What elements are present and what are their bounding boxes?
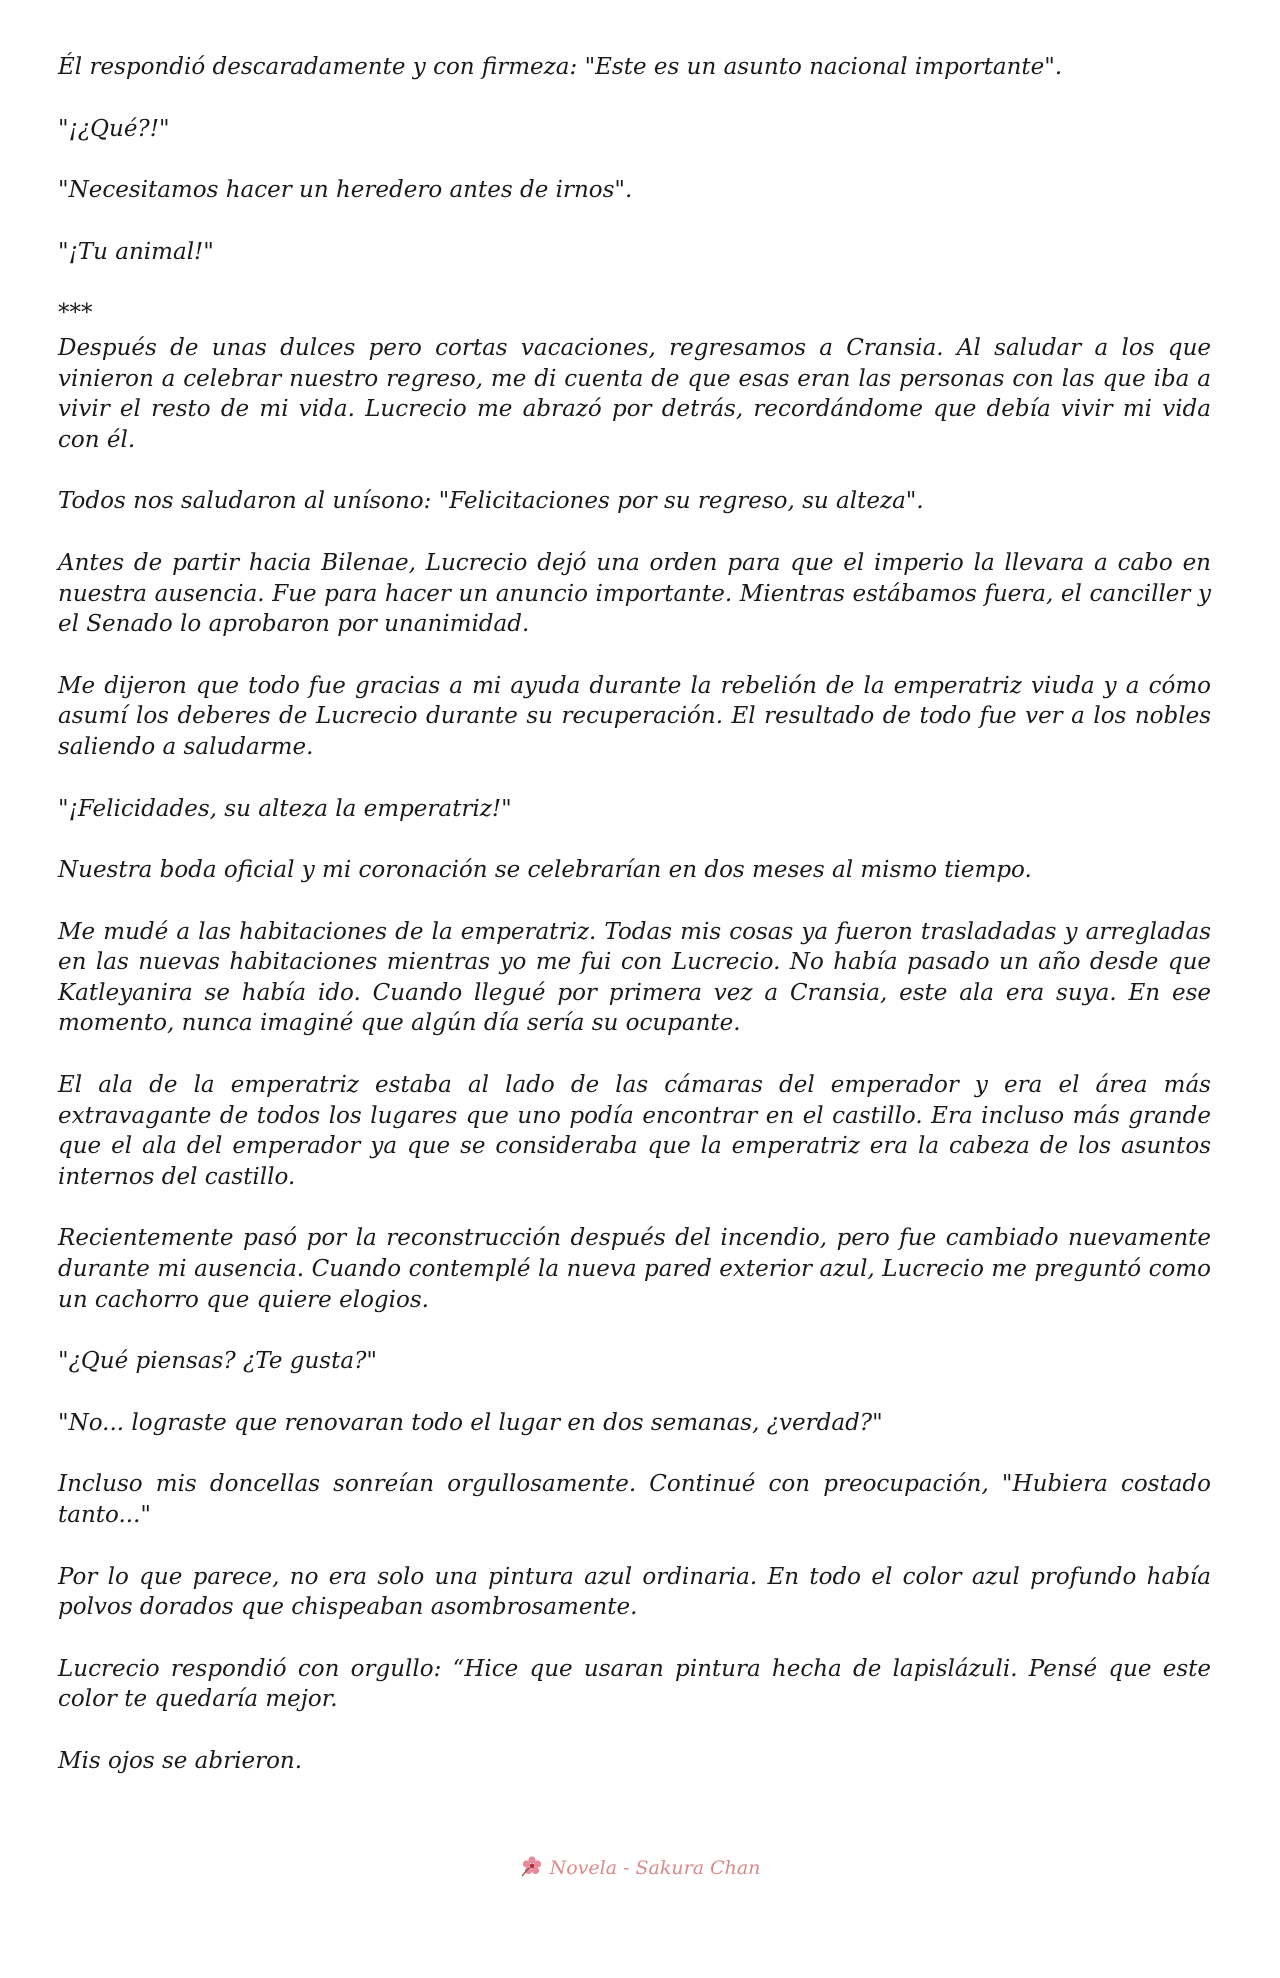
paragraph-5: Después de unas dulces pero cortas vacaciones, regresamos a Cransia. Al saludar a los que vinieron a celebrar nuestro regreso, me di cuenta de que esas eran las personas con las que iba a vivir el resto de mi vida. Lucrecio me abrazó por detrás, recordándome que debía vivir mi vida con él. [58, 334, 1211, 453]
paragraph-13: Recientemente pasó por la reconstrucción después del incendio, pero fue cambiado nuevamente durante mi ausencia. Cuando contemplé la nueva pared exterior azul, Lucrecio me preguntó como un cachorro que quiere elogios. [58, 1225, 1211, 1313]
section-separator: *** [58, 300, 93, 327]
paragraph-8: Me dijeron que todo fue gracias a mi ayuda durante la rebelión de la emperatriz viuda y a cómo asumí los deberes de Lucrecio durante su recuperación. El resultado de todo fue ver a los nobles saliendo a saludarme. [58, 672, 1211, 760]
sakura-flower-icon [520, 1854, 544, 1878]
paragraph-19: Mis ojos se abrieron. [58, 1747, 303, 1774]
footer-watermark [0, 1854, 1280, 1879]
paragraph-4: "¡Tu animal!" [58, 238, 214, 265]
paragraph-2: "¡¿Qué?!" [58, 115, 170, 142]
document-body [58, 52, 1211, 1808]
paragraph-12: El ala de la emperatriz estaba al lado de las cámaras del emperador y era el área más extravagante de todos los lugares que uno podía encontrar en el castillo. Era incluso más grande que el ala del emperador ya que se consideraba que la emperatriz era la cabeza de los asuntos internos del castillo. [58, 1072, 1211, 1190]
paragraph-3: "Necesitamos hacer un heredero antes de irnos". [58, 177, 633, 204]
paragraph-17: Por lo que parece, no era solo una pintura azul ordinaria. En todo el color azul profundo había polvos dorados que chispeaban asombrosamente. [58, 1563, 1211, 1621]
paragraph-18: Lucrecio respondió con orgullo: “Hice que usaran pintura hecha de lapislázuli. Pensé que este color te quedaría mejor. [58, 1655, 1211, 1713]
footer-text: Novela - Sakura Chan [549, 1857, 761, 1879]
paragraph-15: "No... lograste que renovaran todo el lugar en dos semanas, ¿verdad?" [58, 1409, 883, 1436]
paragraph-6: Todos nos saludaron al unísono: "Felicitaciones por su regreso, su alteza". [58, 488, 924, 515]
paragraph-14: "¿Qué piensas? ¿Te gusta?" [58, 1348, 377, 1375]
paragraph-7: Antes de partir hacia Bilenae, Lucrecio dejó una orden para que el imperio la llevara a cabo en nuestra ausencia. Fue para hacer un anuncio importante. Mientras estábamos fuera, el canciller y el Senado lo aprobaron por unanimidad. [58, 549, 1211, 638]
paragraph-11: Me mudé a las habitaciones de la emperatriz. Todas mis cosas ya fueron trasladadas y arregladas en las nuevas habitaciones mientras yo me fui con Lucrecio. No había pasado un año desde que Katleyanira se había ido. Cuando llegué por primera vez a Cransia, este ala era suya. En ese momento, nunca imaginé que algún día sería su ocupante. [58, 918, 1211, 1037]
paragraph-10: Nuestra boda oficial y mi coronación se celebrarían en dos meses al mismo tiempo. [58, 857, 1032, 884]
paragraph-16: Incluso mis doncellas sonreían orgullosamente. Continué con preocupación, "Hubiera costado tanto..." [58, 1471, 1211, 1528]
paragraph-1: Él respondió descaradamente y con firmeza: "Este es un asunto nacional importante". [58, 54, 1063, 80]
paragraph-9: "¡Felicidades, su alteza la emperatriz!" [58, 795, 512, 822]
